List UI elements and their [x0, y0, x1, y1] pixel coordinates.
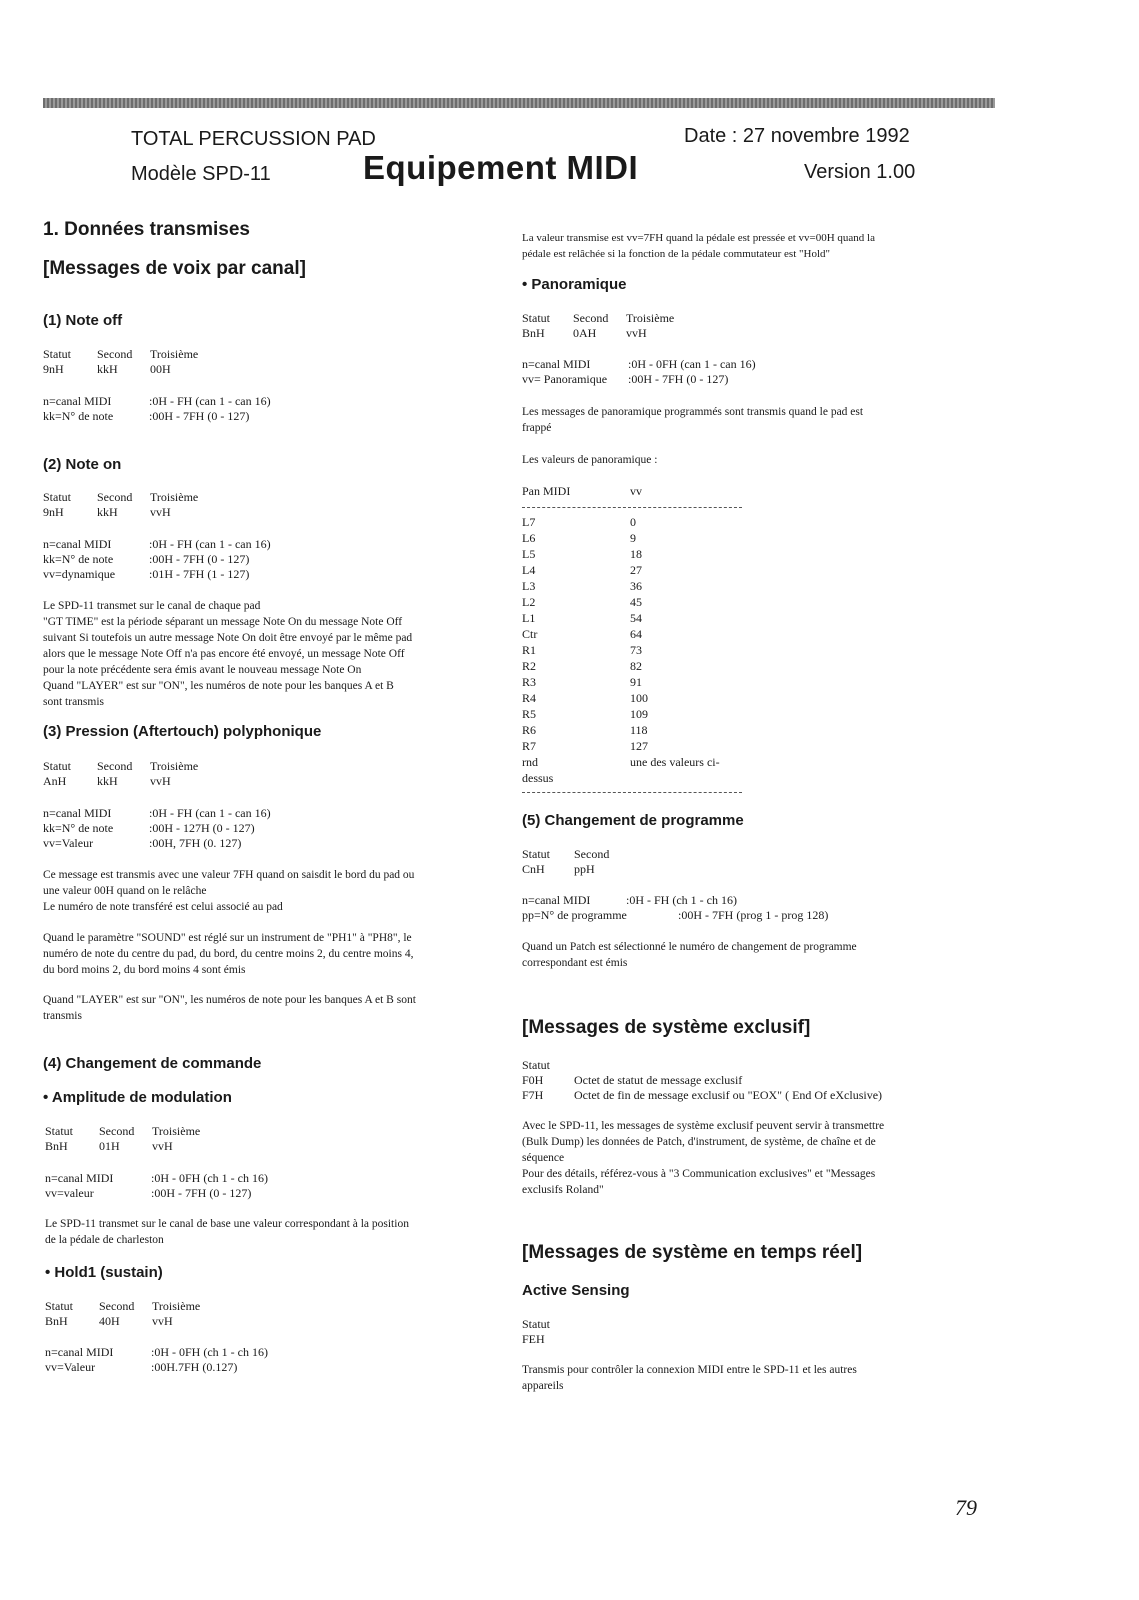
subheading-active-sensing: Active Sensing — [522, 1282, 630, 1299]
text-line: frappé — [522, 422, 552, 434]
sysex-description — [522, 1118, 972, 1198]
table-row: L4 27 — [522, 563, 642, 577]
param-list — [522, 357, 756, 387]
param-range: :00H, 7FH (0. 127) — [149, 836, 242, 850]
param-range: :00H - 7FH (0 - 127) — [628, 372, 729, 386]
cell: Statut — [43, 759, 72, 773]
param-range: :00H - 7FH (prog 1 - prog 128) — [678, 908, 829, 922]
table-row: L6 9 — [522, 531, 636, 545]
text-line: pour la note précédente sera émis avant le nouveau message Note On — [43, 664, 362, 676]
text-line: Quand "LAYER" est sur "ON", les numéros de note pour les banques A et B sont — [43, 994, 416, 1006]
active-sensing-description — [522, 1362, 972, 1394]
param-range: :00H - 7FH (0 - 127) — [149, 552, 250, 566]
cell: kkH — [97, 774, 118, 788]
param-range: :0H - 0FH (ch 1 - ch 16) — [151, 1171, 268, 1185]
table-row: L7 0 — [522, 515, 636, 529]
text-line: Les messages de panoramique programmés sont transmis quand le pad est — [522, 406, 864, 418]
cell: Second — [99, 1299, 135, 1313]
param-name: kk=N° de note — [43, 821, 114, 835]
table-row: R3 91 — [522, 675, 642, 689]
note-on-description — [43, 598, 473, 710]
cell: FEH — [522, 1332, 545, 1346]
doc-version: Version 1.00 — [804, 161, 916, 183]
text-line: Le SPD-11 transmet sur le canal de base une valeur correspondant à la position — [45, 1218, 409, 1230]
cell: Troisième — [150, 759, 199, 773]
cell: 9nH — [43, 505, 64, 519]
cell: vvH — [150, 774, 171, 788]
param-list — [43, 537, 271, 582]
param-name: pp=N° de programme — [522, 908, 627, 922]
cell: F7H — [522, 1088, 544, 1102]
hold-description — [522, 230, 972, 262]
model-name: Modèle SPD-11 — [131, 163, 271, 185]
table-row: R4 100 — [522, 691, 648, 705]
cell: kkH — [97, 505, 118, 519]
param-name: vv= Panoramique — [522, 372, 608, 386]
status-table — [522, 847, 609, 877]
text-line: Pour des détails, référez-vous à "3 Communication exclusives" et "Messages — [522, 1168, 876, 1180]
param-name: n=canal MIDI — [45, 1171, 114, 1185]
pan-table-header — [522, 483, 742, 499]
param-name: kk=N° de note — [43, 409, 114, 423]
cell: Statut — [522, 1317, 551, 1331]
text-line: pédale est relâchée si la fonction de la pédale commutateur est "Hold" — [522, 248, 830, 260]
text-line: (Bulk Dump) les données de Patch, d'instrument, de système, de chaîne et de — [522, 1136, 876, 1148]
cell: 0AH — [573, 326, 597, 340]
cell: F0H — [522, 1073, 544, 1087]
param-list — [522, 893, 828, 923]
param-range: :0H - FH (can 1 - can 16) — [149, 537, 271, 551]
param-range: :0H - FH (can 1 - can 16) — [149, 394, 271, 408]
cell: Second — [99, 1124, 135, 1138]
text-line: correspondant est émis — [522, 957, 628, 969]
divider — [522, 792, 742, 793]
subheading-program-change: (5) Changement de programme — [522, 812, 744, 829]
text-line: sont transmis — [43, 696, 105, 708]
cell: ppH — [574, 862, 595, 876]
table-row: R1 73 — [522, 643, 642, 657]
cell: Troisième — [626, 311, 675, 325]
text-line: "GT TIME" est la période séparant un message Note On du message Note Off — [43, 616, 403, 628]
cell: 9nH — [43, 362, 64, 376]
aftertouch-description — [43, 867, 473, 915]
status-table — [43, 490, 198, 520]
section-heading: 1. Données transmises — [43, 219, 250, 240]
param-name: vv=Valeur — [43, 836, 94, 850]
cell: Octet de statut de message exclusif — [574, 1073, 743, 1087]
pan-table — [522, 483, 742, 793]
table-row: R2 82 — [522, 659, 642, 673]
text-line: Le SPD-11 transmet sur le canal de chaque pad — [43, 600, 261, 612]
cell: Second — [97, 490, 133, 504]
text-line: séquence — [522, 1152, 565, 1164]
cell: 01H — [99, 1139, 120, 1153]
cell: Statut — [45, 1124, 74, 1138]
page-title: Equipement MIDI — [363, 149, 639, 186]
param-name: vv=dynamique — [43, 567, 116, 581]
section-title: [Messages de système en temps réel] — [522, 1242, 863, 1263]
text-line: de la pédale de charleston — [45, 1234, 164, 1246]
sysex-status-table — [522, 1058, 882, 1103]
table-row: R6 118 — [522, 723, 648, 737]
text-line: alors que le message Note Off n'a pas encore été envoyé, un message Note Off — [43, 648, 405, 660]
cell: Troisième — [150, 347, 199, 361]
text-line: La valeur transmise est vv=7FH quand la pédale est pressée et vv=00H quand la — [522, 232, 875, 244]
cell: vvH — [626, 326, 647, 340]
text-line: Quand "LAYER" est sur "ON", les numéros de note pour les banques A et B — [43, 680, 394, 692]
text-line: Transmis pour contrôler la connexion MIDI entre le SPD-11 et les autres — [522, 1364, 857, 1376]
page-number: 79 — [955, 1495, 977, 1520]
param-range: :00H - 7FH (0 - 127) — [149, 409, 250, 423]
param-list — [43, 806, 271, 851]
table-row: L3 36 — [522, 579, 642, 593]
param-name: n=canal MIDI — [522, 357, 591, 371]
status-table — [522, 1317, 550, 1347]
param-name: n=canal MIDI — [45, 1345, 114, 1359]
text-line: Ce message est transmis avec une valeur 7FH quand on saisdit le bord du pad ou — [43, 869, 415, 881]
cell: Troisième — [152, 1124, 201, 1138]
param-range: :01H - 7FH (1 - 127) — [149, 567, 250, 581]
cell: Troisième — [152, 1299, 201, 1313]
param-name: n=canal MIDI — [43, 806, 112, 820]
table-row: R5 109 — [522, 707, 648, 721]
section-title: [Messages de système exclusif] — [522, 1017, 811, 1038]
cell: BnH — [45, 1314, 68, 1328]
cell: Statut — [43, 347, 72, 361]
table-row: L5 18 — [522, 547, 642, 561]
pan-description — [522, 404, 972, 436]
cell: Second — [574, 847, 610, 861]
cell: vvH — [152, 1139, 173, 1153]
param-range: :00H - 7FH (0 - 127) — [151, 1186, 252, 1200]
cell: 00H — [150, 362, 171, 376]
cell: BnH — [45, 1139, 68, 1153]
cell: Second — [97, 347, 133, 361]
text-line: Quand un Patch est sélectionné le numéro de changement de programme — [522, 941, 857, 953]
subheading-note-off: (1) Note off — [43, 312, 123, 329]
aftertouch-sound-note — [43, 930, 473, 978]
cell: AnH — [43, 774, 67, 788]
cell: Second — [97, 759, 133, 773]
cell: Statut — [43, 490, 72, 504]
cell: Statut — [522, 1058, 551, 1072]
status-table — [43, 347, 198, 377]
param-list — [45, 1171, 268, 1201]
cell: Troisième — [150, 490, 199, 504]
param-range: :0H - 0FH (ch 1 - ch 16) — [151, 1345, 268, 1359]
param-range: :00H.7FH (0.127) — [151, 1360, 238, 1374]
text-line: exclusifs Roland" — [522, 1184, 604, 1196]
text-line: numéro de note du centre du pad, du bord, du centre moins 2, du centre moins 4, — [43, 948, 414, 960]
param-name: n=canal MIDI — [43, 537, 112, 551]
text-line: transmis — [43, 1010, 82, 1022]
text-line: Le numéro de note transféré est celui associé au pad — [43, 901, 283, 913]
text-line: suivant Si toutefois un autre message Note On doit être envoyé par le même pad — [43, 632, 413, 644]
doc-date: Date : 27 novembre 1992 — [684, 125, 910, 147]
subheading-pan: • Panoramique — [522, 276, 627, 293]
aftertouch-layer-note — [43, 992, 473, 1024]
subheading-hold: • Hold1 (sustain) — [45, 1264, 163, 1281]
subheading-aftertouch: (3) Pression (Aftertouch) polyphonique — [43, 723, 322, 740]
text-line: Avec le SPD-11, les messages de système exclusif peuvent servir à transmettre — [522, 1120, 885, 1132]
table-row: rnd une des valeurs ci-dessus — [522, 755, 720, 785]
param-list — [45, 1345, 268, 1375]
header-rule — [43, 98, 995, 108]
param-range: :0H - FH (can 1 - can 16) — [149, 806, 271, 820]
table-row: Ctr 64 — [522, 627, 642, 641]
param-name: vv=valeur — [45, 1186, 94, 1200]
cell: BnH — [522, 326, 545, 340]
text-line: du bord moins 2, du bord moins 4 sont émis — [43, 964, 246, 976]
param-name: kk=N° de note — [43, 552, 114, 566]
param-name: vv=Valeur — [45, 1360, 96, 1374]
subheading-note-on: (2) Note on — [43, 456, 122, 473]
param-list — [43, 394, 271, 424]
subheading-control-change: (4) Changement de commande — [43, 1055, 262, 1072]
param-range: :0H - FH (ch 1 - ch 16) — [626, 893, 737, 907]
status-table — [45, 1124, 200, 1154]
col-header: vv — [630, 484, 642, 498]
text-line: une valeur 00H quand on le relâche — [43, 885, 207, 897]
table-row: L1 54 — [522, 611, 642, 625]
cell: Statut — [522, 311, 551, 325]
status-table — [43, 759, 198, 789]
param-name: n=canal MIDI — [522, 893, 591, 907]
product-name: TOTAL PERCUSSION PAD — [131, 128, 376, 150]
table-row: R7 127 — [522, 739, 648, 753]
param-range: :00H - 127H (0 - 127) — [149, 821, 255, 835]
cell: Octet de fin de message exclusif ou "EOX" ( End Of eXclusive) — [574, 1088, 883, 1102]
cell: CnH — [522, 862, 545, 876]
cell: 40H — [99, 1314, 120, 1328]
cell: Statut — [522, 847, 551, 861]
status-table — [45, 1299, 200, 1329]
cell: Statut — [45, 1299, 74, 1313]
cell: vvH — [152, 1314, 173, 1328]
section-title: [Messages de voix par canal] — [43, 258, 306, 279]
divider — [522, 507, 742, 508]
text-line: Quand le paramètre "SOUND" est réglé sur un instrument de "PH1" à "PH8", le — [43, 932, 412, 944]
text-line: appareils — [522, 1380, 564, 1392]
cell: vvH — [150, 505, 171, 519]
pan-values-intro: Les valeurs de panoramique : — [522, 454, 658, 466]
subheading-modulation: • Amplitude de modulation — [43, 1089, 232, 1106]
cell: Second — [573, 311, 609, 325]
status-table — [522, 311, 674, 341]
col-header: Pan MIDI — [522, 484, 571, 498]
param-range: :0H - 0FH (can 1 - can 16) — [628, 357, 756, 371]
param-name: n=canal MIDI — [43, 394, 112, 408]
table-row: L2 45 — [522, 595, 642, 609]
cell: kkH — [97, 362, 118, 376]
program-change-description — [522, 939, 972, 971]
modulation-description — [45, 1216, 475, 1248]
